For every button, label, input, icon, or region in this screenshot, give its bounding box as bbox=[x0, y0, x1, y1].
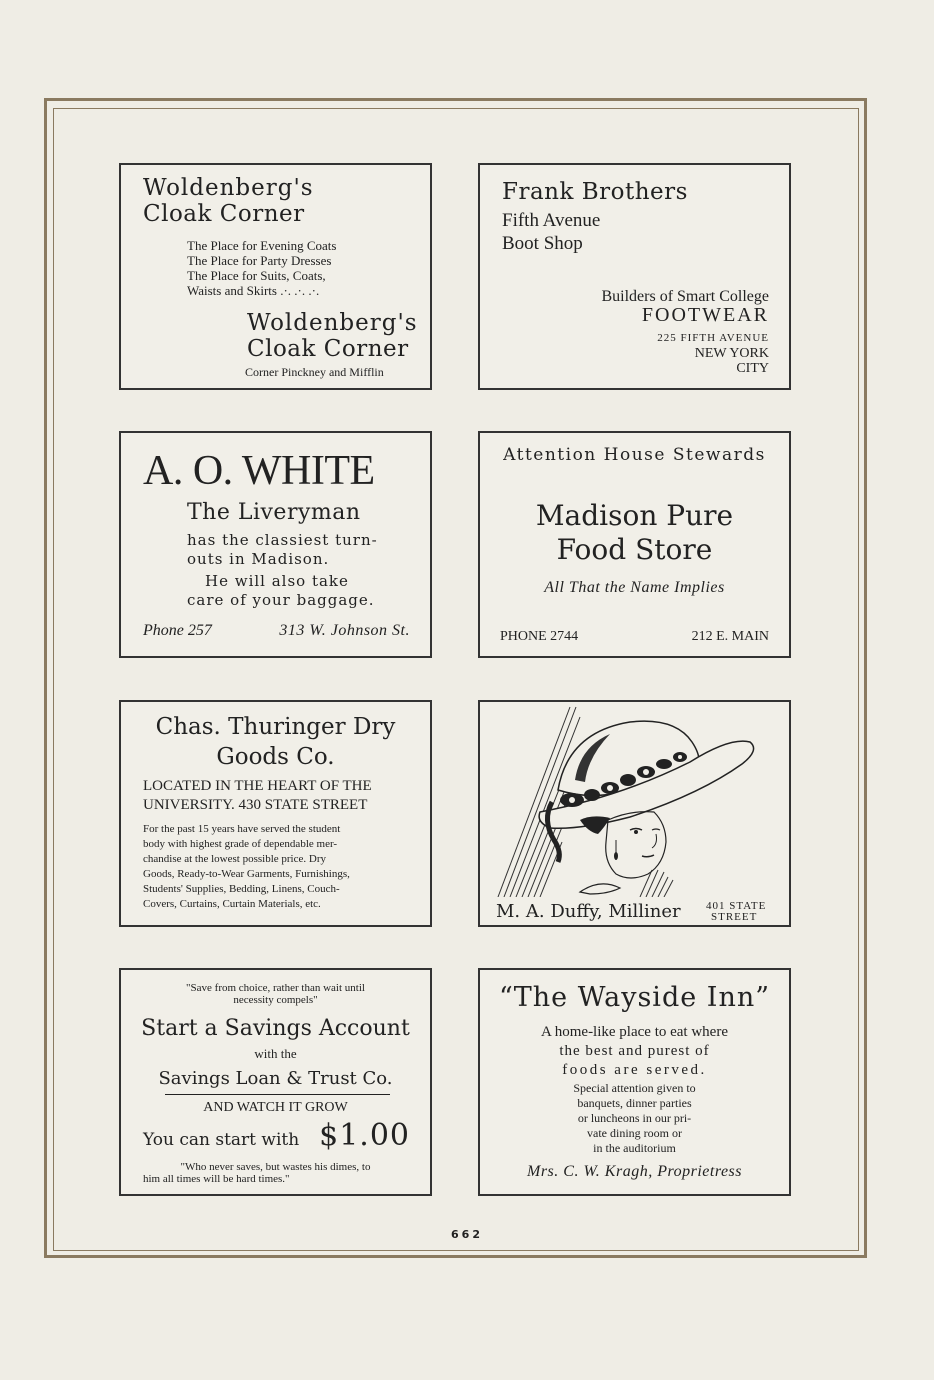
ad-small-line: Special attention given to bbox=[573, 1081, 696, 1095]
ad-footwear: FOOTWEAR bbox=[641, 304, 769, 326]
ad-name: A. O. WHITE bbox=[143, 448, 375, 494]
ad-quote-top-line2: necessity compels" bbox=[233, 994, 318, 1006]
ad-address: Corner Pinckney and Mifflin bbox=[245, 365, 384, 379]
ad-quote-bottom-line2: him all times will be hard times." bbox=[143, 1173, 290, 1185]
ad-body-line: body with highest grade of dependable mer- bbox=[143, 838, 338, 850]
ad-small-line: in the auditorium bbox=[593, 1141, 676, 1155]
ad-woldenberg bbox=[119, 163, 432, 390]
ad-address-line1: 401 STATE bbox=[706, 900, 767, 912]
ad-name: M. A. Duffy, Milliner bbox=[496, 901, 681, 922]
ad-madison-pure-food bbox=[478, 431, 791, 658]
ad-ao-white bbox=[119, 431, 432, 658]
ad-title-line2: Cloak Corner bbox=[143, 201, 305, 227]
ad-savings-loan-trust bbox=[119, 968, 432, 1196]
ad-line: Waists and Skirts .·. .·. .·. bbox=[187, 283, 320, 298]
ad-line: outs in Madison. bbox=[187, 550, 330, 568]
ad-slogan: All That the Name Implies bbox=[544, 579, 725, 596]
ad-line: Fifth Avenue bbox=[502, 210, 601, 231]
ad-line: A home-like place to eat where bbox=[540, 1024, 728, 1040]
milliner-illustration bbox=[480, 702, 789, 897]
ad-quote-top-line1: "Save from choice, rather than wait until bbox=[186, 982, 365, 994]
ad-bank-name: Savings Loan & Trust Co. bbox=[158, 1068, 393, 1089]
ad-line: foods are served. bbox=[562, 1062, 707, 1078]
ad-name-line2: Food Store bbox=[556, 533, 713, 566]
ad-address-line2: STREET bbox=[711, 911, 758, 923]
ad-body-line: Goods, Ready-to-Wear Garments, Furnishings, bbox=[143, 868, 350, 880]
ad-small-line: vate dining room or bbox=[587, 1126, 682, 1140]
ad-repeat-title-line2: Cloak Corner bbox=[247, 336, 409, 362]
ad-start-text: You can start with bbox=[143, 1130, 300, 1150]
ad-address: 212 E. MAIN bbox=[691, 629, 769, 644]
ad-headline: Start a Savings Account bbox=[141, 1016, 410, 1041]
ad-body-line: chandise at the lowest possible price. Dry bbox=[143, 853, 326, 865]
ad-name: Frank Brothers bbox=[502, 179, 688, 205]
ad-phone: PHONE 2744 bbox=[500, 629, 579, 644]
ad-line: The Place for Suits, Coats, bbox=[187, 268, 326, 283]
page-number: 662 bbox=[451, 1228, 483, 1241]
ad-body-line: Covers, Curtains, Curtain Materials, etc. bbox=[143, 898, 321, 910]
ad-phone: Phone 257 bbox=[143, 622, 212, 639]
ad-line: The Place for Evening Coats bbox=[187, 238, 337, 253]
ad-thuringer bbox=[119, 700, 432, 927]
ad-address: 313 W. Johnson St. bbox=[279, 622, 410, 639]
ad-subtitle: The Liveryman bbox=[187, 500, 361, 525]
ad-tagline: Builders of Smart College bbox=[601, 288, 769, 305]
ad-repeat-title-line1: Woldenberg's bbox=[247, 310, 418, 336]
ad-city-line2: CITY bbox=[736, 361, 769, 376]
ad-body-line: Students' Supplies, Bedding, Linens, Couch- bbox=[143, 883, 340, 895]
ad-small-line: banquets, dinner parties bbox=[577, 1096, 692, 1110]
ad-line: He will also take bbox=[205, 572, 349, 590]
ad-location-line2: UNIVERSITY. 430 STATE STREET bbox=[143, 797, 368, 813]
ad-name-line1: Chas. Thuringer Dry bbox=[155, 714, 396, 740]
ad-street: 225 FIFTH AVENUE bbox=[657, 332, 769, 344]
ad-name-line2: Goods Co. bbox=[216, 744, 335, 770]
ad-frank-brothers bbox=[478, 163, 791, 390]
ad-line: Boot Shop bbox=[502, 233, 583, 254]
ad-body-line: For the past 15 years have served the student bbox=[143, 823, 341, 835]
ad-line: the best and purest of bbox=[559, 1043, 710, 1059]
ad-proprietor: Mrs. C. W. Kragh, Proprietress bbox=[526, 1163, 743, 1180]
ad-with-the: with the bbox=[254, 1046, 297, 1061]
ad-city-line1: NEW YORK bbox=[694, 346, 769, 361]
ad-title-line1: Woldenberg's bbox=[143, 175, 314, 201]
ad-name: “The Wayside Inn” bbox=[498, 982, 771, 1013]
ad-heading: Attention House Stewards bbox=[503, 445, 766, 465]
ad-name-line1: Madison Pure bbox=[535, 499, 734, 532]
ad-line: care of your baggage. bbox=[187, 591, 375, 609]
ad-duffy-milliner bbox=[478, 700, 791, 927]
ad-location-line1: LOCATED IN THE HEART OF THE bbox=[143, 778, 372, 794]
ad-quote-bottom-line1: "Who never saves, but wastes his dimes, to bbox=[180, 1161, 371, 1173]
ad-line: The Place for Party Dresses bbox=[187, 253, 332, 268]
ad-wayside-inn bbox=[478, 968, 791, 1196]
ad-small-line: or luncheons in our pri- bbox=[577, 1111, 692, 1125]
ad-amount: $1.00 bbox=[319, 1118, 410, 1153]
ad-bank-underline bbox=[165, 1094, 390, 1095]
ad-watch: AND WATCH IT GROW bbox=[203, 1100, 348, 1115]
ad-line: has the classiest turn- bbox=[187, 531, 378, 549]
